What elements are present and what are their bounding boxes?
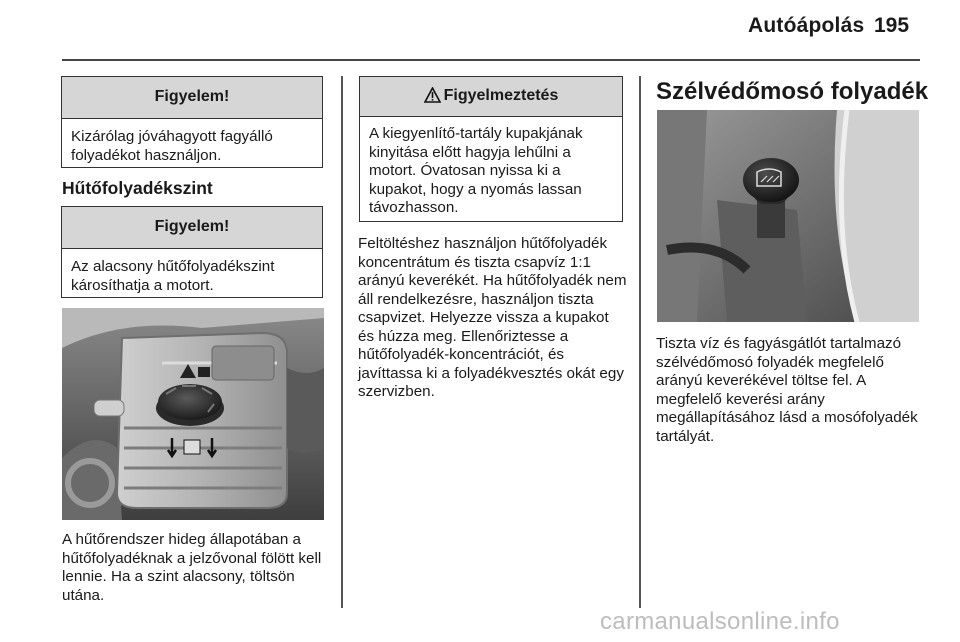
warning-box	[359, 76, 623, 222]
page-section-title: Autóápolás	[748, 14, 865, 37]
warning-title: Figyelmeztetés	[443, 87, 559, 104]
header-divider	[62, 59, 920, 61]
column-divider-2	[639, 76, 641, 608]
notice-title: Figyelem!	[62, 77, 322, 119]
coolant-reservoir-photo	[62, 308, 324, 520]
notice-title: Figyelem!	[62, 207, 322, 249]
notice-text: Kizárólag jóváhagyott fagyálló folyadékot használjon.	[71, 128, 273, 164]
section-heading-washer-fluid: Szélvédőmosó folyadék	[656, 78, 929, 105]
refill-paragraph: Feltöltéshez használjon hűtőfolyadék koncentrátum és tiszta csapvíz 1:1 arányú keverékét. Ha hűtőfolyadék nem áll rendelkezésre, használjon tiszta csapvizet. Helyezze vissza a kupakot és húzza meg. Ellenőriztesse a hűtőfolyadék-koncentrációt, és javíttassa ki a folyadékvesztés okát egy szervizben.	[358, 235, 627, 400]
column-divider-1	[341, 76, 343, 608]
warning-text: A kiegyenlítő-tartály kupakjának kinyitása előtt hagyja lehűlni a motort. Óvatosan nyissa ki a kupakot, hogy a nyomás lassan távozhasson.	[369, 125, 583, 216]
watermark: carmanualsonline.info	[600, 608, 840, 635]
notice-box-antifreeze	[61, 76, 323, 168]
notice-box-coolant	[61, 206, 323, 298]
page-number: 195	[874, 14, 910, 37]
section-heading-coolant-level: Hűtőfolyadékszint	[62, 178, 213, 198]
warning-triangle-icon	[424, 87, 441, 103]
washer-reservoir-photo	[657, 110, 919, 322]
notice-text: Az alacsony hűtőfolyadékszint károsíthatja a motort.	[71, 258, 275, 294]
coolant-level-paragraph: A hűtőrendszer hideg állapotában a hűtőfolyadéknak a jelzővonal fölött kell lennie. Ha a szint alacsony, töltsön utána.	[62, 531, 322, 604]
warning-header	[360, 77, 622, 117]
washer-fluid-paragraph: Tiszta víz és fagyásgátlót tartalmazó szélvédőmosó folyadék megfelelő arányú keverékével töltse fel. A megfelelő keverési arány megállapításához lásd a mosófolyadék tartályát.	[656, 335, 918, 445]
